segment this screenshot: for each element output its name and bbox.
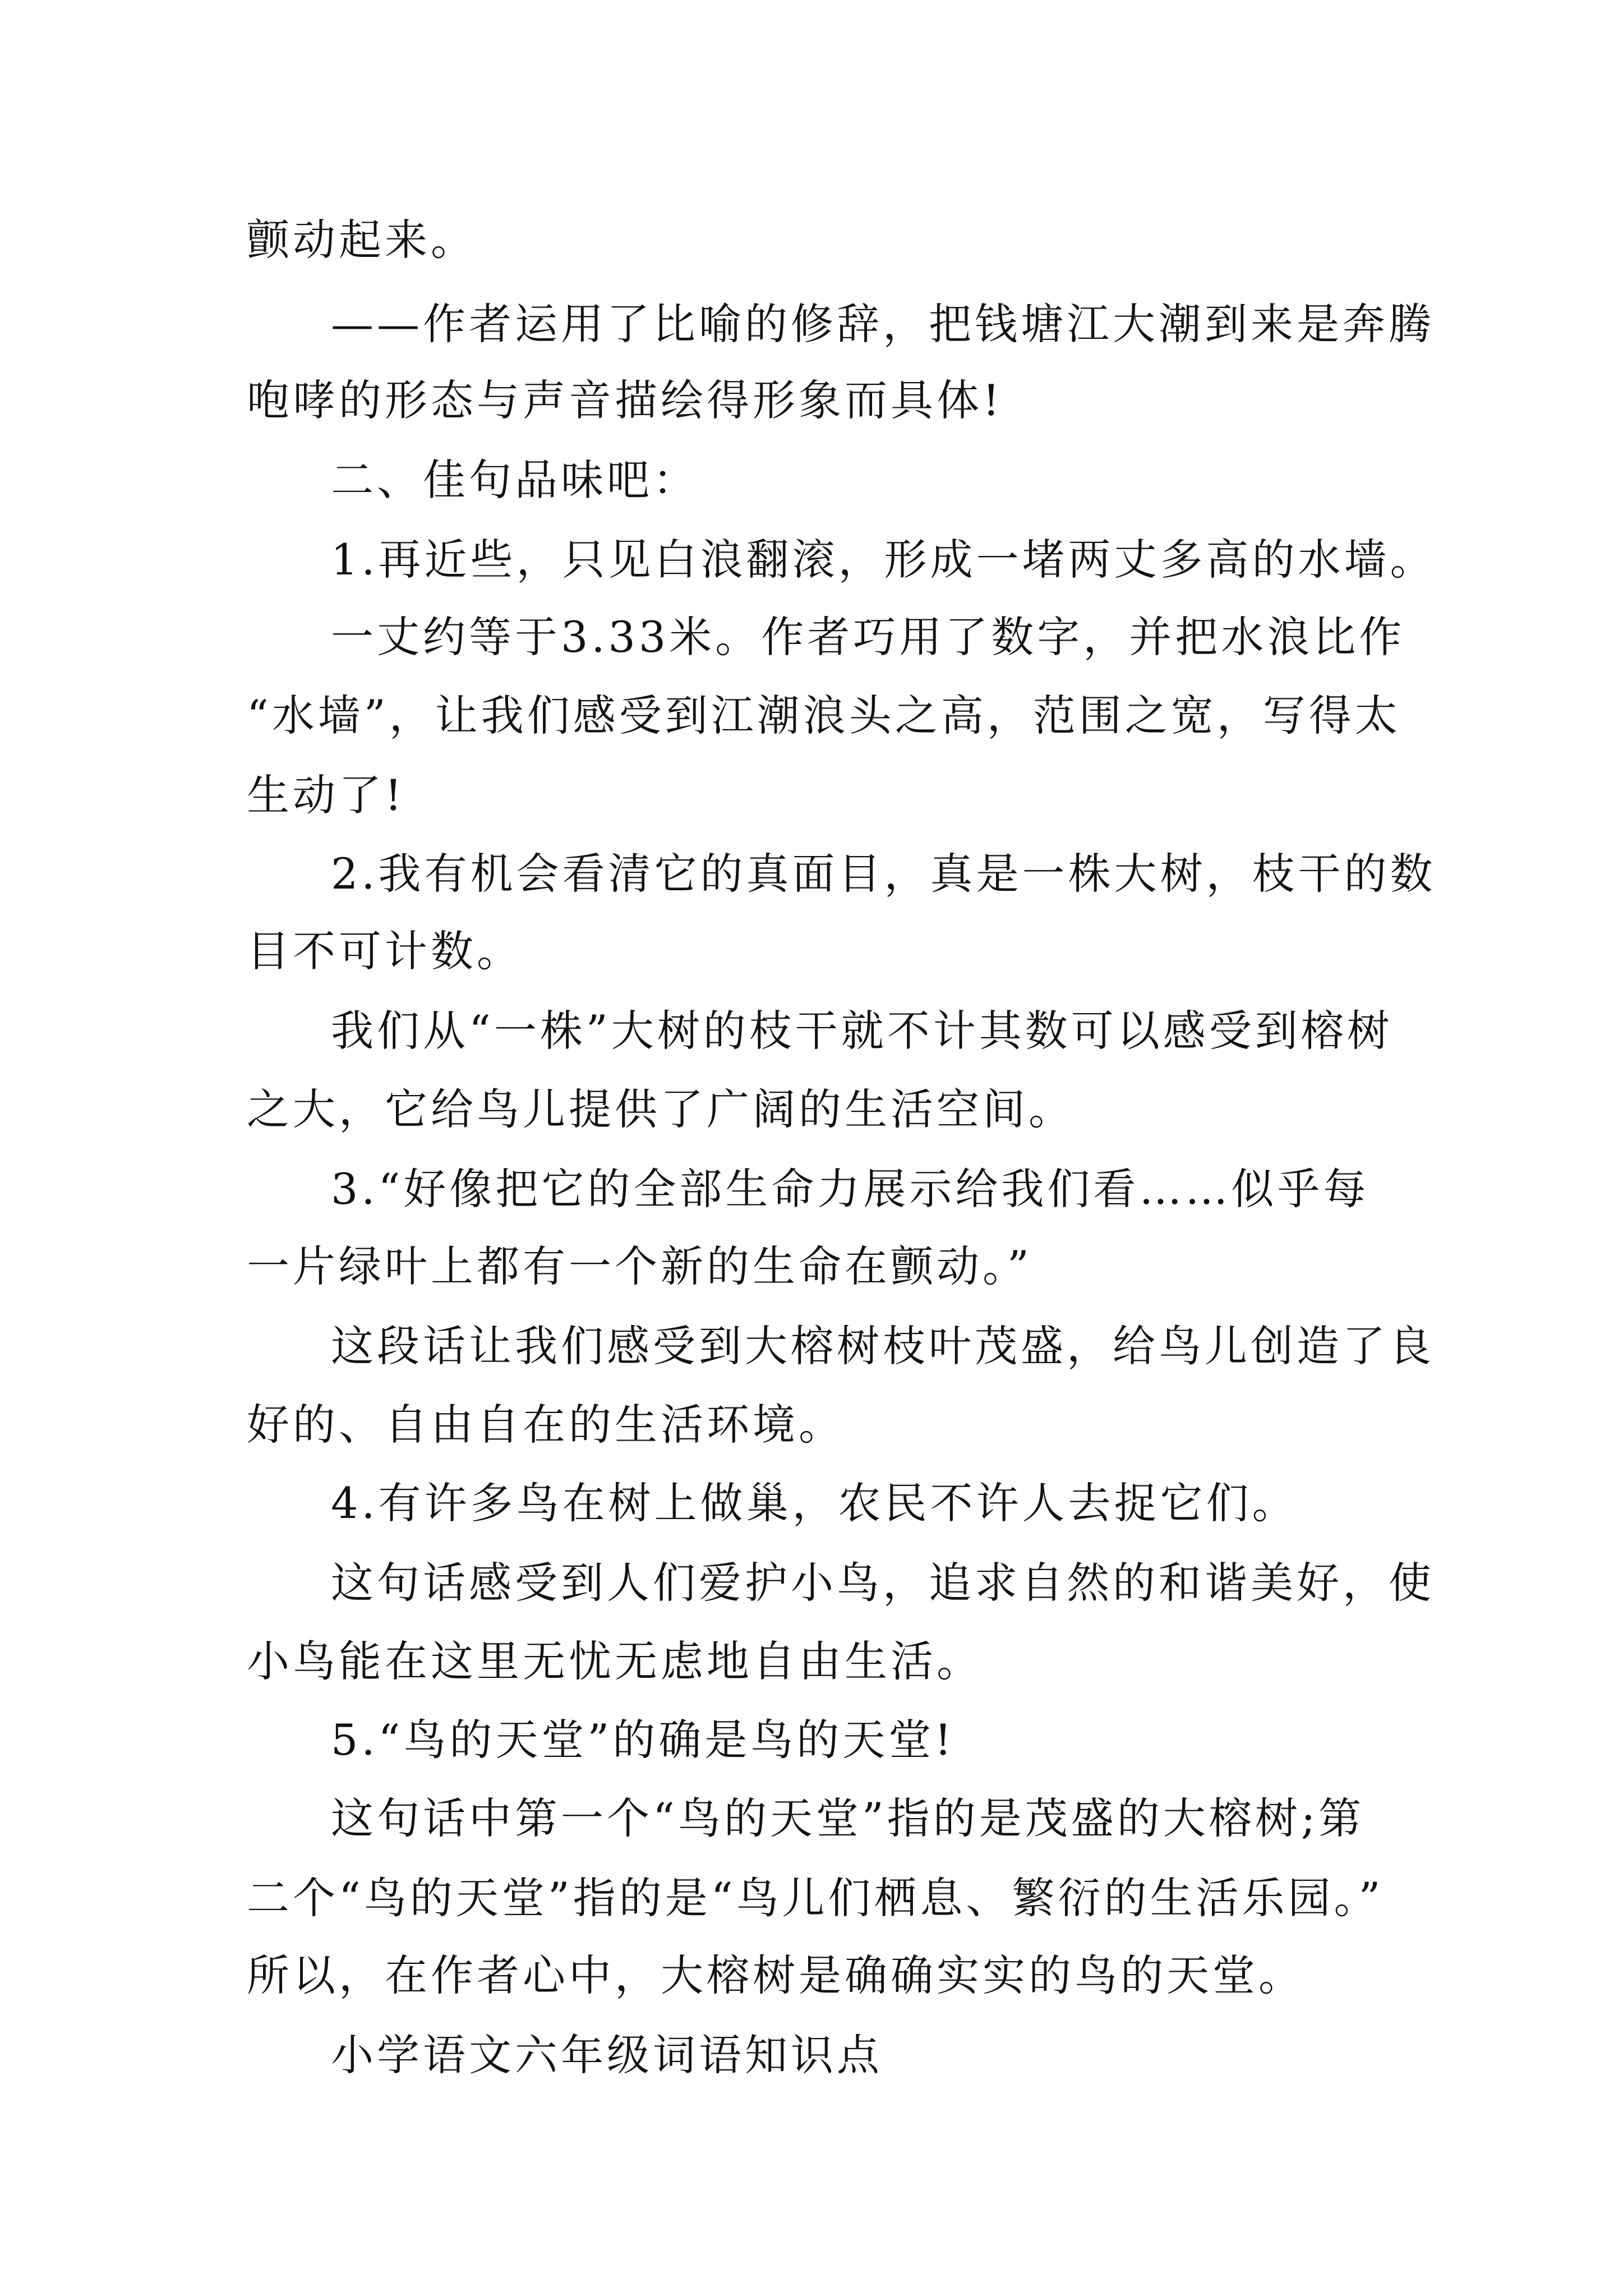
text-line: 5.“鸟的天堂”的确是鸟的天堂! <box>331 1715 955 1765</box>
text-line: 我们从“一株”大树的枝干就不计其数可以感受到榕树 <box>331 1006 1393 1056</box>
text-line: 小鸟能在这里无忧无虑地自由生活。 <box>247 1636 983 1686</box>
text-line: 颤动起来。 <box>247 215 477 265</box>
text-line: 3.“好像把它的全部生命力展示给我们看……似乎每 <box>331 1164 1370 1214</box>
text-line: 4.有许多鸟在树上做巢，农民不许人去捉它们。 <box>331 1478 1298 1528</box>
text-line: 这句话中第一个“鸟的天堂”指的是茂盛的大榕树;第 <box>331 1793 1365 1843</box>
text-line: 1.再近些，只见白浪翻滚，形成一堵两丈多高的水墙。 <box>331 535 1436 585</box>
text-line: 之大，它给鸟儿提供了广阔的生活空间。 <box>247 1084 1075 1134</box>
section-title: 小学语文六年级词语知识点 <box>331 2030 883 2080</box>
text-line: 一丈约等于3.33米。作者巧用了数字，并把水浪比作 <box>331 612 1405 662</box>
text-line: 这段话让我们感受到大榕树枝叶茂盛，给鸟儿创造了良 <box>331 1321 1435 1371</box>
text-line: 目不可计数。 <box>247 926 523 976</box>
text-line: ——作者运用了比喻的修辞，把钱塘江大潮到来是奔腾 <box>331 299 1435 349</box>
text-line: “水墙”，让我们感受到江潮浪头之高，范围之宽，写得太 <box>247 691 1401 740</box>
text-line: 所以，在作者心中，大榕树是确确实实的鸟的天堂。 <box>247 1950 1304 2000</box>
text-line: 这句话感受到人们爱护小鸟，追求自然的和谐美好，使 <box>331 1558 1435 1608</box>
text-line: 咆哮的形态与声音描绘得形象而具体! <box>247 375 1003 425</box>
text-line: 好的、自由自在的生活环境。 <box>247 1400 845 1450</box>
text-line: 生动了! <box>247 770 405 820</box>
section-heading: 二、佳句品味吧： <box>331 455 699 505</box>
text-line: 2.我有机会看清它的真面目，真是一株大树，枝干的数 <box>331 849 1436 899</box>
text-line: 一片绿叶上都有一个新的生命在颤动。” <box>247 1241 1032 1291</box>
text-line: 二个“鸟的天堂”指的是“鸟儿们栖息、繁衍的生活乐园。” <box>247 1873 1384 1923</box>
